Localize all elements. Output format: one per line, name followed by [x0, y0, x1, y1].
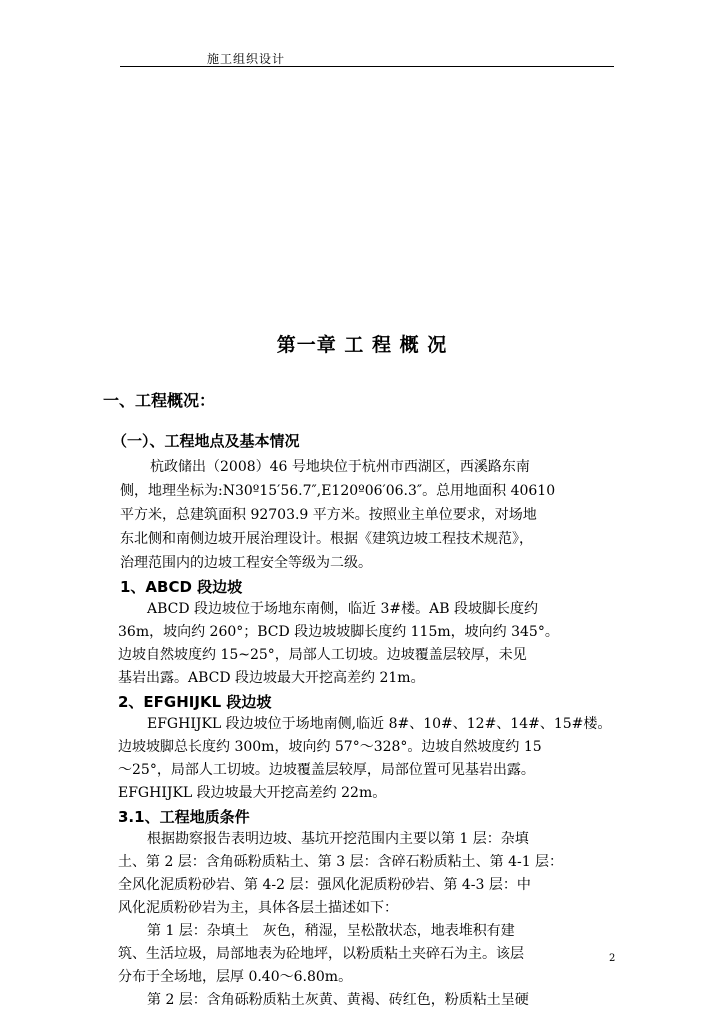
- para5-line-1: 第 1 层：杂填土 灰色，稍湿，呈松散状态，地表堆积有建: [147, 923, 515, 939]
- para1-line-1: 杭政储出（2008）46 号地块位于杭州市西湖区，西溪路东南: [150, 459, 530, 475]
- para4-line-4: 风化泥质粉砂岩为主，具体各层土描述如下：: [118, 900, 398, 916]
- para2-line-1: ABCD 段边坡位于场地东南侧，临近 3#楼。AB 段坡脚长度约: [147, 601, 538, 617]
- para3-line-1: EFGHIJKL 段边坡位于场地南侧,临近 8#、10#、12#、14#、15#楼。: [147, 716, 612, 732]
- para4-line-3: 全风化泥质粉砂岩、第 4-2 层：强风化泥质粉砂岩、第 4-3 层：中: [118, 877, 531, 893]
- para2-line-4: 基岩出露。ABCD 段边坡最大开挖高差约 21m。: [118, 670, 425, 686]
- para5-line-3: 分布于全场地，层厚 0.40～6.80m。: [118, 969, 353, 985]
- chapter-title: 第一章 工 程 概 况: [276, 334, 448, 356]
- subsection-heading: （一）、工程地点及基本情况: [112, 432, 300, 450]
- page-number: 2: [609, 953, 616, 964]
- para4-line-2: 土、第 2 层：含角砾粉质粘土、第 3 层：含碎石粉质粘土、第 4-1 层：: [118, 854, 564, 870]
- para2-line-3: 边坡自然坡度约 15~25°，局部人工切坡。边坡覆盖层较厚，未见: [118, 647, 527, 663]
- para4-line-1: 根据勘察报告表明边坡、基坑开挖范围内主要以第 1 层：杂填: [147, 831, 529, 847]
- para5-line-2: 筑、生活垃圾，局部地表为砼地坪，以粉质粘土夹碎石为主。该层: [118, 946, 524, 962]
- para3-line-2: 边坡坡脚总长度约 300m，坡向约 57°～328°。边坡自然坡度约 15: [118, 739, 542, 755]
- para1-line-4: 东北侧和南侧边坡开展治理设计。根据《建筑边坡工程技术规范》，: [120, 531, 533, 547]
- para1-line-2: 侧，地理坐标为:N30º15′56.7″,E120º06′06.3″。总用地面积 40610: [120, 483, 556, 499]
- running-header-title: 施工组织设计: [207, 52, 286, 66]
- heading-geology: 3.1、工程地质条件: [118, 808, 250, 826]
- para1-line-3: 平方米，总建筑面积 92703.9 平方米。按照业主单位要求，对场地: [120, 507, 537, 523]
- para2-line-2: 36m，坡向约 260°；BCD 段边坡坡脚长度约 115m，坡向约 345°。: [118, 624, 559, 640]
- para3-line-3: ～25°，局部人工切坡。边坡覆盖层较厚，局部位置可见基岩出露。: [118, 762, 535, 778]
- heading-abcd-slope: 1、ABCD 段边坡: [120, 578, 243, 596]
- header-rule: [120, 66, 614, 67]
- para6-line-1: 第 2 层：含角砾粉质粘土灰黄、黄褐、砖红色，粉质粘土呈硬: [147, 992, 529, 1008]
- heading-efghijkl-slope: 2、EFGHIJKL 段边坡: [118, 693, 272, 711]
- section-heading: 一、工程概况：: [103, 391, 216, 410]
- para1-line-5: 治理范围内的边坡工程安全等级为二级。: [120, 555, 372, 571]
- para3-line-4: EFGHIJKL 段边坡最大开挖高差约 22m。: [118, 785, 387, 801]
